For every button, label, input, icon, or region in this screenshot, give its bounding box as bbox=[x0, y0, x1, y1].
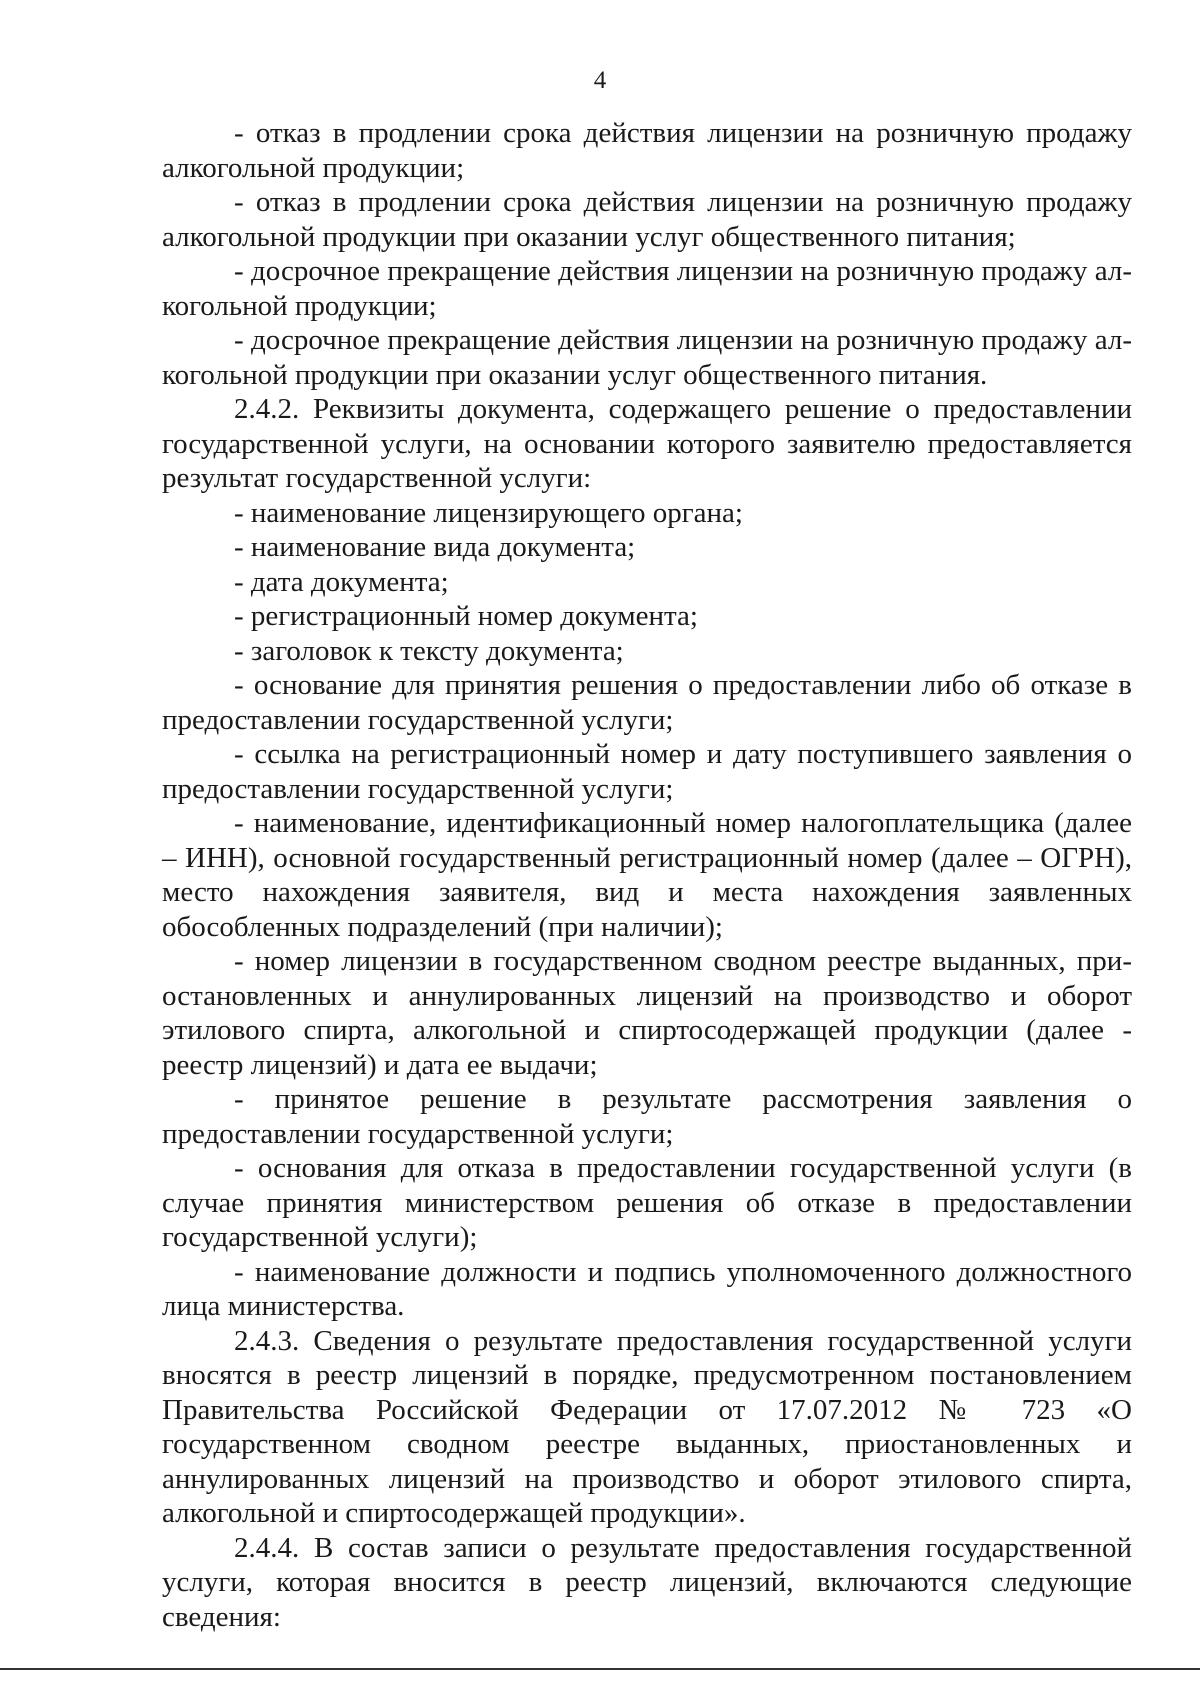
list-item-document-date: - дата документа; bbox=[234, 565, 449, 598]
page-number: 4 bbox=[593, 67, 607, 94]
list-item-application-reference: - ссылка на регистрационный номер и дату поступившего заявления о предоставлении государственной услуги; bbox=[162, 738, 1132, 805]
list-item-decision-taken: - принятое решение в результате рассмотрения заявления о предоставлении государственной услуги; bbox=[162, 1083, 1132, 1150]
paragraph-section-2-4-2: 2.4.2. Реквизиты документа, содержащего решение о предоставлении государственной услуги, на основании которого заявителю предоставляется результат государственной услуги: bbox=[162, 393, 1132, 494]
paragraph-section-2-4-3: 2.4.3. Сведения о результате предоставления государственной услуги вносятся в реестр лицензий в порядке, предусмотренном постановлением Правительства Российской Федерации от 17.07.2012 № 723 «О государственном сводном реестре выданных, приостановленных и аннулированных лицензий на производство и оборот этилового спирта, алкогольной и спиртосодержащей продукции». bbox=[162, 1324, 1132, 1529]
paragraph-refusal-extension-catering: - отказ в продлении срока действия лицензии на розничную продажу алкогольной продукции при оказании услуг общественного питания; bbox=[162, 186, 1132, 253]
paragraph-early-termination-retail: - досрочное прекращение действия лицензии на розничную продажу алкогольной продукции; bbox=[162, 255, 1132, 322]
list-item-refusal-grounds: - основания для отказа в предоставлении государственной услуги (в случае принятия министерством решения об отказе в предоставлении государственной услуги); bbox=[162, 1152, 1132, 1253]
list-item-authority-name: - наименование лицензирующего органа; bbox=[234, 496, 743, 529]
paragraph-early-termination-catering: - досрочное прекращение действия лицензии на розничную продажу алкогольной продукции при оказании услуг общественного питания. bbox=[162, 324, 1132, 391]
paragraph-section-2-4-4: 2.4.4. В состав записи о результате предоставления государственной услуги, которая вносится в реестр лицензий, включаются следующие сведения: bbox=[162, 1531, 1132, 1633]
list-item-decision-grounds: - основание для принятия решения о предоставлении либо об отказе в предоставлении государственной услуги; bbox=[162, 669, 1132, 736]
list-item-license-number: - номер лицензии в государственном сводном реестре выданных, приостановленных и аннулированных лицензий на производство и оборот этилового спирта, алкогольной и спиртосодержащей продукции (далее - реестр лицензий) и дата ее выдачи; bbox=[162, 945, 1132, 1081]
page-bottom-rule bbox=[0, 1668, 1200, 1670]
list-item-applicant-details: - наименование, идентификационный номер налогоплательщика (далее – ИНН), основной государственный регистрационный номер (далее – ОГРН), место нахождения заявителя, вид и места нахождения заявленных обособленных подразделений (при наличии); bbox=[162, 807, 1132, 943]
list-item-registration-number: - регистрационный номер документа; bbox=[234, 600, 698, 632]
list-item-document-type: - наименование вида документа; bbox=[234, 531, 636, 563]
list-item-document-heading: - заголовок к тексту документа; bbox=[234, 634, 624, 667]
paragraph-refusal-extension-retail: - отказ в продлении срока действия лицензии на розничную продажу алкогольной продукции; bbox=[162, 117, 1132, 184]
list-item-official-signature: - наименование должности и подпись уполномоченного должностного лица министерства. bbox=[162, 1255, 1132, 1322]
document-body bbox=[162, 116, 1132, 1634]
